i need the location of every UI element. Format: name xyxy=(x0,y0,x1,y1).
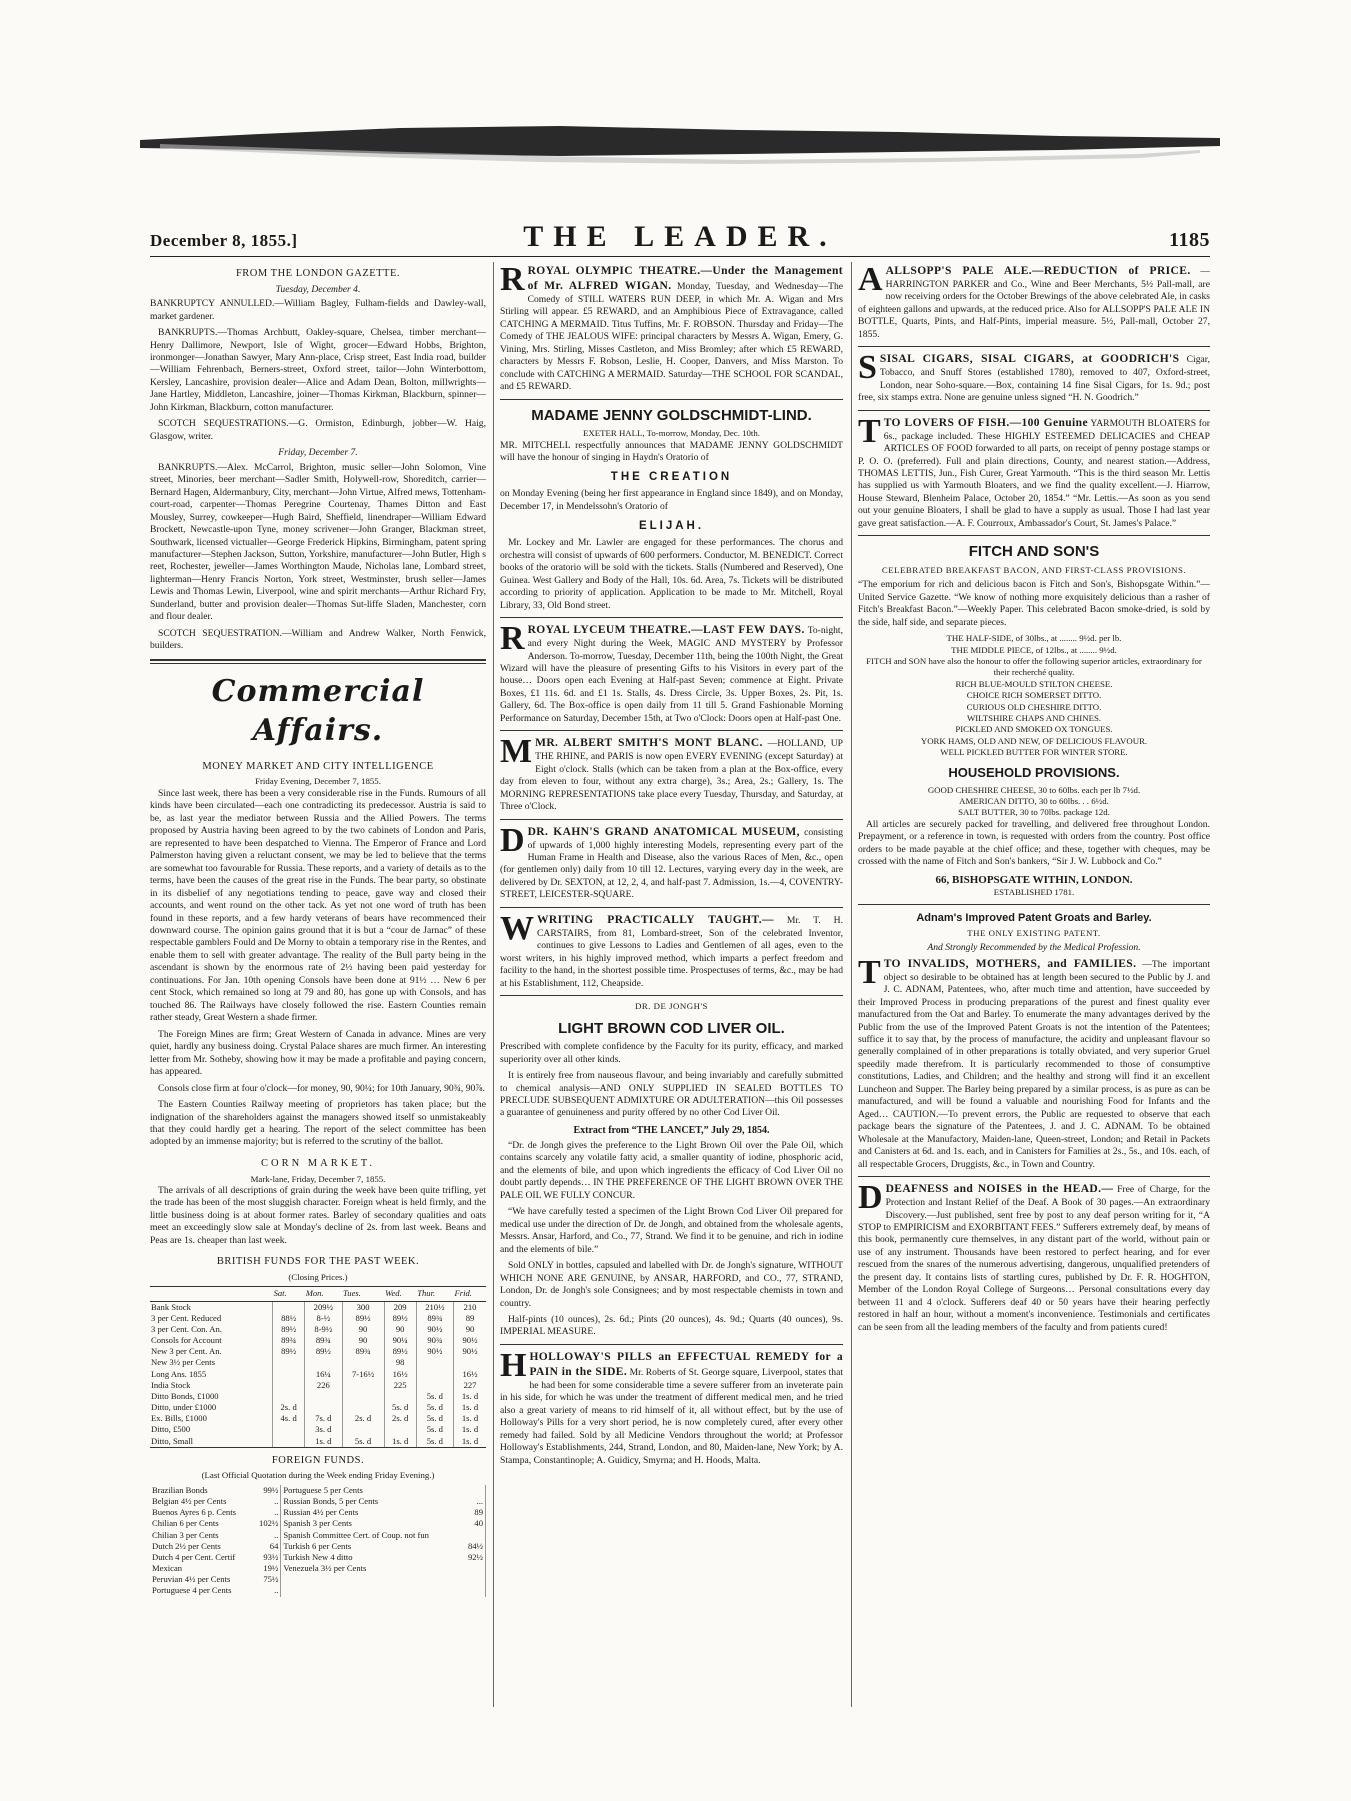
funds-price-cell: 89½ xyxy=(342,1313,384,1324)
household-provisions-item: SALT BUTTER, 30 to 70lbs. package 12d. xyxy=(958,807,1110,818)
foreign-fund-price xyxy=(459,1563,486,1574)
ad-divider xyxy=(500,1344,843,1345)
foreign-fund-name: Chilian 6 per Cents xyxy=(152,1518,219,1529)
gazette-heading: FROM THE LONDON GAZETTE. xyxy=(235,268,401,279)
cod-liver-oil-pretitle: DR. DE JONGH'S xyxy=(635,1001,708,1012)
gazette-scotch-friday: SCOTCH SEQUESTRATION.—William and Andrew Walker, North Fenwick, builders. xyxy=(150,627,486,652)
funds-column-header: Wed. xyxy=(384,1287,416,1301)
funds-price-cell: 209½ xyxy=(305,1301,342,1313)
funds-price-cell: 5s. d xyxy=(416,1436,453,1448)
funds-row xyxy=(150,1313,486,1324)
funds-price-cell: 90 xyxy=(384,1324,416,1335)
funds-price-cell xyxy=(416,1357,453,1368)
foreign-funds-row xyxy=(150,1518,486,1529)
column-right xyxy=(858,264,1210,1704)
funds-price-cell: 89½ xyxy=(273,1324,305,1335)
foreign-funds-row xyxy=(150,1507,486,1518)
gazette-annulled: BANKRUPTCY ANNULLED.—William Bagley, Fulham-fields and Dawley-wall, market gardener. xyxy=(150,298,486,322)
cod-liver-oil-text: “Dr. de Jongh gives the preference to the Light Brown Oil over the Pale Oil, which contains scarcely any volatile fatty acid, a smaller quantity of iodine, phosphoric acid, and the elements of bile, and upon which ingredients the efficacy of Cod Liver Oil no doubt partly depends… IN THE PREFERENCE OF THE LIGHT BROWN OVER THE PALE OIL WE FULLY CONCUR. xyxy=(500,1139,843,1201)
drop-cap: R xyxy=(500,620,525,658)
foreign-funds-subheading: (Last Official Quotation during the Week ending Friday Evening.) xyxy=(201,1470,435,1481)
lind-concert-text: MR. MITCHELL respectfully announces that MADAME JENNY GOLDSCHMIDT will have the honour of singing in Haydn's Oratorio of xyxy=(500,439,843,464)
british-funds-table xyxy=(150,1286,486,1447)
funds-price-cell xyxy=(342,1402,384,1413)
funds-stock-name: New 3 per Cent. An. xyxy=(151,1346,222,1357)
fitch-son-list-item: WILTSHIRE CHAPS AND CHINES. xyxy=(966,713,1102,724)
funds-price-cell: 1s. d xyxy=(454,1413,486,1424)
foreign-fund-price: 40 xyxy=(459,1518,486,1529)
holloway-pills-title: HOLLOWAY'S PILLS an EFFECTUAL REMEDY for a PAIN in the SIDE. xyxy=(529,1350,843,1378)
funds-price-cell: 1s. d xyxy=(384,1436,416,1448)
foreign-funds-row xyxy=(150,1574,486,1585)
gazette-date-friday: Friday, December 7. xyxy=(278,447,358,459)
allsopp-ale-title: ALLSOPP'S PALE ALE.—REDUCTION of PRICE. xyxy=(885,265,1191,277)
fitch-son-list-item: CHOICE RICH SOMERSET DITTO. xyxy=(966,690,1102,701)
fitch-son-established: ESTABLISHED 1781. xyxy=(993,887,1075,898)
funds-price-cell: 89¾ xyxy=(416,1313,453,1324)
funds-price-cell: 90 xyxy=(342,1324,384,1335)
masthead xyxy=(150,220,1210,257)
funds-price-cell: 5s. d xyxy=(342,1436,384,1448)
funds-row xyxy=(150,1436,486,1448)
cod-liver-oil-text: Half-pints (10 ounces), 2s. 6d.; Pints (20 ounces), 4s. 9d.; Quarts (40 ounces), 9s. IMPERIAL MEASURE. xyxy=(500,1314,843,1338)
funds-price-cell: 89¾ xyxy=(305,1335,342,1346)
funds-price-cell: 88½ xyxy=(273,1313,305,1324)
lind-concert-text-2: on Monday Evening (being her first appearance in England since 1849), and on Monday, December 17, in Mendelssohn's Oratorio of xyxy=(500,488,843,512)
foreign-fund-name: Mexican xyxy=(152,1563,183,1574)
foreign-fund-name xyxy=(281,1585,459,1596)
funds-price-cell xyxy=(416,1380,453,1391)
foreign-fund-name: Portuguese 4 per Cents xyxy=(152,1585,232,1596)
funds-price-cell xyxy=(384,1424,416,1435)
funds-column-header: Tues. xyxy=(342,1287,384,1301)
corn-market-heading: CORN MARKET. xyxy=(261,1157,375,1169)
anatomical-museum-text: consisting of upwards of 1,000 highly interesting Models, representing every part of the Human Frame in Health and Disease, also the various Races of Men, &c., open (for gentlemen only) daily from 10 till 12. Lectures, varying every day in the week, are delivered by Dr. SEXTON, at 12, 2, 4, and half-past 7. Admission, 1s.—4, COVENTRY-STREET, LEICESTER-SQUARE. xyxy=(500,826,843,901)
funds-row xyxy=(150,1402,486,1413)
british-funds-heading: BRITISH FUNDS FOR THE PAST WEEK. xyxy=(216,1256,420,1268)
cod-liver-oil-text: It is entirely free from nauseous flavour, and being invariably and carefully submitted to chemical analysis—AND ONLY SUPPLIED IN SEALED BOTTLES TO PRECLUDE SUBSEQUENT ADMIXTURE OR ADULTERATION—this Oil possesses a guarantee of genuineness and purity offered by no other Cod Liver Oil. xyxy=(500,1070,843,1119)
foreign-fund-price: 93½ xyxy=(254,1552,281,1563)
funds-price-cell: 89½ xyxy=(384,1313,416,1324)
funds-price-cell: 89¾ xyxy=(273,1335,305,1346)
anatomical-museum-title: DR. KAHN'S GRAND ANATOMICAL MUSEUM, xyxy=(527,825,800,838)
ad-divider xyxy=(500,399,843,400)
mont-blanc-ad xyxy=(500,733,843,813)
foreign-fund-price: 89 xyxy=(459,1507,486,1518)
funds-price-cell xyxy=(273,1301,305,1313)
adnam-subtitle: THE ONLY EXISTING PATENT. xyxy=(967,927,1101,938)
funds-price-cell: 5s. d xyxy=(416,1424,453,1435)
funds-price-cell: 90¾ xyxy=(416,1335,453,1346)
allsopp-ale-ad xyxy=(858,264,1210,341)
foreign-fund-name: Buenos Ayres 6 p. Cents xyxy=(152,1507,236,1518)
household-provisions-item: AMERICAN DITTO, 30 to 60lbs. . . 6½d. xyxy=(959,796,1109,807)
gazette-scotch-tuesday: SCOTCH SEQUESTRATIONS.—G. Ormiston, Edinburgh, jobber—W. Haig, Glasgow, writer. xyxy=(150,418,486,442)
foreign-funds-heading: FOREIGN FUNDS. xyxy=(271,1454,365,1466)
ad-divider xyxy=(858,535,1210,536)
funds-stock-name: Ditto Bonds, £1000 xyxy=(151,1390,219,1401)
funds-price-cell: 2s. d xyxy=(384,1413,416,1424)
foreign-fund-name: Brazilian Bonds xyxy=(152,1484,208,1495)
newspaper-title: THE LEADER. xyxy=(523,220,837,253)
foreign-funds-row xyxy=(150,1585,486,1596)
anatomical-museum-ad xyxy=(500,821,843,902)
funds-row xyxy=(150,1346,486,1357)
household-provisions-text: All articles are securely packed for travelling, and delivered free throughout London. Prepayment, or a reference in town, is requested with orders from the country. Post office orders to be made payable at the chief office; and these, together with cheques, may be crossed with the name of Fitch and Son's bankers, “Sir J. W. Lubbock and Co.” xyxy=(858,818,1210,868)
funds-column-header: Mon. xyxy=(305,1287,342,1301)
foreign-fund-name: Peruvian 4½ per Cents xyxy=(152,1574,231,1585)
ad-divider xyxy=(500,907,843,908)
funds-price-cell: 89½ xyxy=(305,1346,342,1357)
funds-price-cell: 16¼ xyxy=(305,1369,342,1380)
funds-price-cell: 90¼ xyxy=(384,1335,416,1346)
olympic-theatre-text: Monday, Tuesday, and Wednesday—The Comedy of STILL WATERS RUN DEEP, in which Mr. A. Wigan and Mrs Stirling will appear. £5 REWARD, and an Amphibious Piece of Extravagance, called CATCHING A MERMAID. Titus Tuffins, Mr. F. ROBSON. Thursday and Friday—The Comedy of THE JEALOUS WIFE: principal characters by Messrs A. Wigan, Emery, G. Vining, Mrs. Stirling, Misses Castleton, and Miss Bromley; after which £5 REWARD, characters by Messrs F. Robson, Leslie, H. Cooper, Danvers, and Miss Marston. To conclude with CATCHING A MERMAID. Saturday—THE SCHOOL FOR SCANDAL, and £5 REWARD. xyxy=(500,280,843,393)
funds-price-cell: 225 xyxy=(384,1380,416,1391)
foreign-fund-price: .. xyxy=(254,1585,281,1596)
cod-liver-oil-extract-heading: Extract from “THE LANCET,” July 29, 1854. xyxy=(573,1124,770,1136)
funds-price-cell xyxy=(273,1391,305,1402)
foreign-fund-price: 75½ xyxy=(254,1574,281,1585)
fitch-son-list xyxy=(858,633,1210,759)
foreign-fund-name: Portuguese 5 per Cents xyxy=(283,1484,363,1495)
foreign-fund-price xyxy=(459,1530,486,1541)
funds-price-cell: 300 xyxy=(342,1301,384,1313)
money-market-heading: MONEY MARKET AND CITY INTELLIGENCE xyxy=(202,760,434,772)
ad-divider xyxy=(858,410,1210,411)
holloway-pills-text: Mr. Roberts of St. George square, Liverpool, states that he had been for some considerable time a severe sufferer from an inveterate pain in his side, for which he was under the treatment of different medical men, and he tried also a great variety of means to rid himself of it, all without effect, but by the use of Holloway's Pills for a very short period, he is now completely cured, after every other remedy had failed. Sold by all Medicine Vendors throughout the world; at Professor Holloway's Establishments, 244, Strand, London, and 80, Maiden-lane, New York; by A. Stampa, Constantinople; A. Guidicy, Smyrna; and H. Hoods, Malta. xyxy=(500,1366,843,1466)
funds-price-cell: 89¾ xyxy=(342,1346,384,1357)
funds-price-cell: 227 xyxy=(454,1380,486,1391)
funds-row xyxy=(150,1301,486,1313)
funds-price-cell xyxy=(384,1391,416,1402)
funds-row xyxy=(150,1369,486,1380)
funds-stock-name: Ditto, under £1000 xyxy=(151,1402,217,1413)
foreign-fund-price: 99½ xyxy=(254,1485,281,1496)
funds-price-cell: 98 xyxy=(384,1357,416,1368)
lind-concert-text-3: Mr. Lockey and Mr. Lawler are engaged for these performances. The chorus and orchestra will consist of upwards of 600 performers. Conductor, M. BENEDICT. Correct books of the oratorio will be sold with the tickets. Stalls (Numbered and Reserved), One Guinea. West Gallery and Body of the Hall, 10s. 6d. Area, 7s. Tickets will be distributed according to priority of application. Application to be made to Mr. Mitchell, Royal Library, 33, Old Bond street. xyxy=(500,537,843,611)
funds-price-cell: 1s. d xyxy=(454,1424,486,1435)
funds-column-header: Frid. xyxy=(454,1287,486,1301)
funds-price-cell: 8-½ xyxy=(305,1313,342,1324)
funds-price-cell xyxy=(273,1369,305,1380)
foreign-fund-name: Russian 4½ per Cents xyxy=(283,1507,359,1518)
foreign-fund-price xyxy=(459,1485,486,1496)
funds-price-cell xyxy=(273,1424,305,1435)
drop-cap: D xyxy=(858,1179,883,1217)
foreign-fund-name: Spanish 3 per Cents xyxy=(283,1518,352,1529)
drop-cap: A xyxy=(858,264,883,298)
cod-liver-oil-title: LIGHT BROWN COD LIVER OIL. xyxy=(558,1019,785,1037)
cod-liver-oil-text: “We have carefully tested a specimen of the Light Brown Cod Liver Oil prepared for medical use under the direction of Dr. de Jongh, and obtained from the wholesale agents, Messrs. Ansar, Harford, and Co., 77, Strand. We find it to be genuine, and rich in iodine and the elements of bile.” xyxy=(500,1206,843,1255)
foreign-fund-price: .. xyxy=(254,1496,281,1507)
foreign-fund-name: Venezuela 3½ per Cents xyxy=(283,1563,367,1574)
funds-stock-name: 3 per Cent. Con. An. xyxy=(151,1323,222,1334)
drop-cap: S xyxy=(858,349,877,387)
foreign-fund-price xyxy=(459,1585,486,1596)
funds-price-cell xyxy=(305,1357,342,1368)
foreign-funds-row xyxy=(150,1552,486,1563)
fish-bloaters-text: YARMOUTH BLOATERS for 6s., package included. These HIGHLY ESTEEMED DELICACIES and CHEAP ARTICLES OF FOOD forwarded to all parts, on receipt of penny postage stamps or P. O. O. (preferred). Full and plain directions, County, and nearest station.—Address, THOMAS LETTIS, Jun., Fish Curer, Great Yarmouth. “This is the third season Mr. Lettis has supplied us with Yarmouth Bloaters, and we find the quality excellent.—J. Hiarrow, House Steward, Blenheim Palace, October 20, 1854.” “Mr. Lettis.—As soon as you send out your genuine Bloaters, I shall be glad to have a supply as usual. Those I had last year gave great satisfaction.—A. F. Courroux, Ambassador's Court, St. James's Palace.” xyxy=(858,417,1210,529)
funds-price-cell: 7s. d xyxy=(305,1413,342,1424)
fitch-son-subtitle: CELEBRATED BREAKFAST BACON, AND FIRST-CLASS PROVISIONS. xyxy=(881,564,1187,575)
funds-price-cell: 5s. d xyxy=(384,1402,416,1413)
funds-price-cell: 2s. d xyxy=(342,1413,384,1424)
funds-row xyxy=(150,1424,486,1435)
funds-row xyxy=(150,1335,486,1346)
funds-stock-name: Ditto, £500 xyxy=(151,1424,191,1435)
adnam-recommended: And Strongly Recommended by the Medical Profession. xyxy=(927,942,1141,954)
deafness-title: DEAFNESS and NOISES in the HEAD.— xyxy=(885,1183,1114,1196)
gazette-date-tuesday: Tuesday, December 4. xyxy=(275,283,361,295)
invalids-title: TO INVALIDS, MOTHERS, and FAMILIES. xyxy=(883,957,1137,970)
funds-price-cell: 1s. d xyxy=(454,1391,486,1402)
drop-cap: T xyxy=(858,953,881,991)
funds-price-cell: 89 xyxy=(454,1313,486,1324)
funds-price-cell: 89½ xyxy=(384,1346,416,1357)
funds-price-cell xyxy=(342,1391,384,1402)
funds-price-cell xyxy=(342,1424,384,1435)
writing-lessons-text: Mr. T. H. CARSTAIRS, from 81, Lombard-street, Son of the celebrated Inventor, continues to give Lessons to Ladies and Gentlemen of all ages, even to the worst writers, in his highly improved method, which imparts a perfect freedom and facility to the hand, in the shortest possible time. Prospectuses of terms, &c., may be had at his Establishment, 112, Cheapside. xyxy=(500,914,843,989)
foreign-fund-price: ... xyxy=(459,1496,486,1507)
funds-stock-name: Consols for Account xyxy=(151,1335,222,1346)
foreign-fund-price: 102½ xyxy=(254,1518,281,1529)
funds-price-cell: 5s. d xyxy=(416,1391,453,1402)
household-provisions-title: HOUSEHOLD PROVISIONS. xyxy=(948,764,1120,780)
fitch-son-list-item: RICH BLUE-MOULD STILTON CHEESE. xyxy=(955,678,1113,689)
issue-date: December 8, 1855.] xyxy=(150,231,298,250)
drop-cap: W xyxy=(500,909,534,947)
funds-price-cell xyxy=(342,1380,384,1391)
allsopp-ale-text: —HARRINGTON PARKER and Co., Wine and Beer Merchants, 5½ Pall-mall, are now receiving orders for the October Brewings of the above celebrated Ale, in casks of eighteen gallons and upwards, at the reduced price. Also for ALLSOPP'S PALE ALE IN BOTTLE, Quarts, Pints, and Half-Pints, imperial measure. 5½, Pall-mall, October 27, 1855. xyxy=(858,266,1210,340)
funds-row xyxy=(150,1413,486,1424)
foreign-funds-table xyxy=(150,1485,486,1597)
money-market-paragraph: The Eastern Counties Railway meeting of proprietors has taken place; but the indignation of the shareholders against the managers showed itself so unmistakeably that they could hardly get a hearing. The report of the select committee has been adopted by an immense majority; but is referred to the scrutiny of the ballot. xyxy=(150,1099,486,1148)
drop-cap: H xyxy=(500,1346,527,1384)
fitch-son-list-item: CURIOUS OLD CHESHIRE DITTO. xyxy=(966,701,1102,712)
funds-row xyxy=(150,1380,486,1391)
fitch-son-address: 66, BISHOPSGATE WITHIN, LONDON. xyxy=(935,873,1133,886)
funds-price-cell: 8-9½ xyxy=(305,1324,342,1335)
funds-price-cell: 1s. d xyxy=(454,1402,486,1413)
funds-price-cell xyxy=(416,1369,453,1380)
funds-price-cell: 226 xyxy=(305,1380,342,1391)
funds-price-cell: 210 xyxy=(454,1301,486,1313)
fitch-son-list-item: WELL PICKLED BUTTER FOR WINTER STORE. xyxy=(940,747,1128,758)
household-provisions-list xyxy=(858,785,1210,819)
foreign-funds-row xyxy=(150,1563,486,1574)
lind-concert-venue: EXETER HALL, To-morrow, Monday, Dec. 10th. xyxy=(583,428,760,439)
foreign-fund-name: Russian Bonds, 5 per Cents xyxy=(283,1496,379,1507)
fitch-son-list-item: FITCH and SON have also the honour to offer the following superior articles, extraordinary for their recherché quality. xyxy=(866,655,1202,678)
fitch-son-list-item: PICKLED AND SMOKED OX TONGUES. xyxy=(955,724,1113,735)
lyceum-theatre-ad xyxy=(500,620,843,725)
fitch-son-list-item: THE MIDDLE PIECE, of 12lbs., at ........ 9½d. xyxy=(951,644,1117,655)
writing-lessons-ad xyxy=(500,909,843,990)
funds-price-cell: 1s. d xyxy=(305,1436,342,1448)
funds-row xyxy=(150,1324,486,1335)
lyceum-theatre-title: ROYAL LYCEUM THEATRE.—LAST FEW DAYS. xyxy=(527,624,805,637)
funds-stock-name: 3 per Cent. Reduced xyxy=(151,1312,222,1323)
deafness-ad xyxy=(858,1179,1210,1334)
funds-price-cell xyxy=(273,1436,305,1448)
foreign-fund-name: Dutch 2½ per Cents xyxy=(152,1540,221,1551)
cod-liver-oil-text: Prescribed with complete confidence by the Faculty for its purity, efficacy, and marked superiority over all other kinds. xyxy=(500,1041,843,1065)
column-left xyxy=(150,264,486,1704)
ad-divider xyxy=(858,346,1210,347)
fish-bloaters-title: TO LOVERS OF FISH.—100 Genuine xyxy=(883,416,1088,429)
funds-row xyxy=(150,1391,486,1402)
funds-price-cell: 3s. d xyxy=(305,1424,342,1435)
foreign-fund-name: Chilian 3 per Cents xyxy=(152,1529,219,1540)
foreign-fund-price xyxy=(459,1574,486,1585)
lyceum-theatre-text: To-night, and every Night during the Week, MAGIC AND MYSTERY by Professor Anderson. To-morrow, Tuesday, December 11th, being the 100th Night, the Great Wizard will have the pleasure of presenting Gifts to his Visitors in every part of the house… Doors open each Evening at Half-past Seven; commence at Eight. Private Boxes, £1 11s. 6d. and £1 1s. Stalls, 4s. Dress Circle, 3s. Upper Boxes, 2s. Pit, 1s. Gallery, 6d. The Box-office is open daily from 11 till 5. Grand Fashionable Morning Performance on Saturday, December 15th, at Two o'Clock: Doors open at Half-past One. xyxy=(500,625,843,724)
funds-price-cell: 90½ xyxy=(454,1335,486,1346)
funds-price-cell xyxy=(305,1402,342,1413)
foreign-fund-name: Turkish 6 per Cents xyxy=(283,1540,352,1551)
funds-price-cell xyxy=(342,1357,384,1368)
foreign-fund-name: Turkish New 4 ditto xyxy=(283,1551,353,1562)
sisal-cigars-text: Cigar, Tobacco, and Snuff Stores (established 1780), removed to 407, Oxford-street, London, near Soho-square.—Box, containing 14 fine Sisal Cigars, for 1s. 9d.; post free, six stamps extra. None are genuine unless signed “H. N. Goodrich.” xyxy=(858,354,1210,404)
holloway-pills-ad xyxy=(500,1346,843,1467)
household-provisions-item: GOOD CHESHIRE CHEESE, 30 to 60lbs. each per lb 7½d. xyxy=(927,784,1141,795)
fitch-son-list-item: THE HALF-SIDE, of 30lbs., at ........ 9½d. per lb. xyxy=(946,633,1122,644)
corn-market-paragraph: The arrivals of all descriptions of grain during the week have been quite trifling, yet the trade has been of the most sluggish character. Foreign wheat is held firmly, and the little business doing is at about former rates. Barley of secondary qualities and oats meet an exceedingly slow sale at Monday's decline of 2s. from last week. Beans and Peas are 1s. cheaper than last week. xyxy=(150,1185,486,1246)
lind-concert-title: MADAME JENNY GOLDSCHMIDT-LIND. xyxy=(531,406,812,424)
foreign-fund-price: .. xyxy=(254,1530,281,1541)
gazette-bankrupts-tuesday: BANKRUPTS.—Thomas Archbutt, Oakley-square, Chelsea, timber merchant—Henry Dallimore, Newport, Isle of Wight, grocer—Edward Hobbs, Brighton, ironmonger—Jonathan Sawyer, Mary Ann-place, Crisp street, East India road, builder—William Fehrenbach, Berners-street, Oxford street, tailor—John Winterbottom, Kersley, Lancashire, provision dealer—Alice and Adam Dean, Bolton, millwrights—Jane Hartley, Middleton, Lancashire, joiner—Thomas Kirkman, Blackburn, spinner—John Kirkman, Blackburn, cotton manufacturer. xyxy=(150,327,486,413)
funds-price-cell: 5s. d xyxy=(416,1413,453,1424)
foreign-fund-price: 92½ xyxy=(459,1552,486,1563)
ad-divider xyxy=(500,617,843,618)
funds-column-header xyxy=(150,1287,273,1301)
funds-price-cell: 5s. d xyxy=(416,1402,453,1413)
olympic-theatre-title: ROYAL OLYMPIC THEATRE.—Under the Management of Mr. ALFRED WIGAN. xyxy=(527,265,843,292)
money-market-paragraph: Consols close firm at four o'clock—for money, 90, 90¼; for 10th January, 90¾, 90⅞. xyxy=(158,1082,485,1094)
funds-column-header: Sat. xyxy=(273,1287,305,1301)
funds-stock-name: Ditto, Small xyxy=(150,1436,273,1448)
funds-price-cell xyxy=(305,1391,342,1402)
funds-price-cell: 210½ xyxy=(416,1301,453,1313)
funds-stock-name: New 3½ per Cents xyxy=(151,1357,215,1368)
page-number: 1185 xyxy=(1169,229,1210,251)
ad-divider xyxy=(500,730,843,731)
ad-divider xyxy=(500,819,843,820)
money-market-paragraph: Since last week, there has been a very considerable rise in the Funds. Rumours of all kinds have been circulated—each one contradicting its predecessor. Austria is said to be, as last year the mediator between Russia and the Allied Powers. The terms proposed by Austria having been agreed to by the two cabinets of London and Paris, are represented to have been despatched to Vienna. The Emperor of France and Lord Palmerston having given a reluctant consent, we may be led to believe that the terms are somewhat too favourable for Russia. These reports, and a variety of details as to the terms, have been the causes of the great rise in the Funds. The bear party, so obstinate in its disbelief of any negotiations tending to peace, gave way and closed their accounts, and went round on the other tack. As yet not one word of truth has been found in these reports, and a few hardy veterans of bears have recommenced their downward course. The opinion gains ground that it is but a “cour de Jarnac” of these respectable gamblers Fould and De Morny to obtain a temporary rise in the Rentes, and enable them to sell with greater advantage. The reality of the Bull party being in the ascendant is shown by the enormous rate of 2½ having been paid yesterday for continuations. For Jan. 10th opening Consols have been done at 91½ … New 6 per cent Stock, which remained so long at 79 and 80, has gone up with Consols, and has touched 86. The Railways have closely followed the rise. Eastern Counties remain rather steady, Great Western a shade firmer. xyxy=(150,787,486,1024)
mont-blanc-title: MR. ALBERT SMITH'S MONT BLANC. xyxy=(535,737,763,750)
mont-blanc-text: —HOLLAND, UP THE RHINE, and PARIS is now open EVERY EVENING (except Saturday) at Eight o'clock. Stalls (which can be taken from a plan at the Box-office, every day from eleven to four, without any extra charge), 3s.; Area, 2s.; Gallery, 1s. The MORNING REPRESENTATIONS take place every Tuesday, Thursday, and Saturday, at Three o'Clock. xyxy=(500,738,843,813)
ad-divider xyxy=(858,1176,1210,1177)
fitch-son-text: “The emporium for rich and delicious bacon is Fitch and Son's, Bishopsgate Within.”—United Service Gazette. “We know of nothing more exquisitely delicious than a rasher of Fitch's Breakfast Bacon.”—Weekly Paper. This celebrated Bacon smoke-dried, is sold by the side, half side, and separate pieces. xyxy=(858,579,1210,628)
funds-price-cell: 16½ xyxy=(454,1369,486,1380)
funds-price-cell: 2s. d xyxy=(273,1402,305,1413)
funds-price-cell: 1s. d xyxy=(454,1436,486,1448)
foreign-funds-row xyxy=(150,1541,486,1552)
money-market-paragraph: The Foreign Mines are firm; Great Western of Canada in advance. Mines are very quiet, hardly any business doing. Crystal Palace shares are much firmer. An interesting letter from Mr. Sotheby, showing how it may be made a profitable and paying concern, has appeared. xyxy=(150,1028,486,1078)
foreign-fund-name: Spanish Committee Cert. of Coup. not fun xyxy=(283,1529,429,1540)
foreign-funds-row xyxy=(150,1485,486,1496)
foreign-fund-price: 84½ xyxy=(459,1541,486,1552)
fitch-son-title: FITCH AND SON'S xyxy=(968,543,1100,561)
writing-lessons-title: WRITING PRACTICALLY TAUGHT.— xyxy=(537,913,774,926)
funds-price-cell: 90½ xyxy=(416,1324,453,1335)
funds-column-header: Thur. xyxy=(416,1287,453,1301)
drop-cap: D xyxy=(500,821,525,859)
funds-price-cell: 7-16½ xyxy=(342,1369,384,1380)
funds-price-cell: 90 xyxy=(342,1335,384,1346)
ad-divider xyxy=(858,904,1210,905)
funds-price-cell xyxy=(273,1380,305,1391)
torn-edge-strip xyxy=(140,120,1220,166)
ad-divider xyxy=(500,995,843,996)
gazette-bankrupts-friday: BANKRUPTS.—Alex. McCarrol, Brighton, music seller—John Solomon, Vine street, Minories, beer merchant—Sadler Smith, Holywell-row, Shoreditch, carrier—Bernard Hagen, Aldermanbury, City, merchant—John Virtue, Alfred mews, Tottenham-court-road, carpenter—Thomas Peregrine Courtenay, Thames Ditton and East Mousley, Surrey, cowkeeper—Hugh Baird, Sheffield, linendraper—William Edward Brockett, Newcastle-upon Tyne, money scrivener—John Granger, Blackman street, Southwark, licensed victualler—George Frederick Hipkins, Birmingham, patent spring manufacturer—Stephen Jackson, Sutton, Yorkshire, manufacturer—John Butler, High s reet, Rochester, jeweller—James Worthington Maude, Nicholas lane, Lombard street, lighterman—Henry Francis Norton, York street, Westminster, brush seller—James Lewis and Thomas Lewin, Liverpool, wine and spirit merchants—Arthur Richard Fry, Sunderland, butter and provision dealer—Thomas Sut-liffe Sladen, Manchester, corn and flour dealer. xyxy=(150,461,486,623)
funds-row xyxy=(150,1357,486,1368)
foreign-funds-row xyxy=(150,1496,486,1507)
invalids-ad xyxy=(858,953,1210,1171)
fitch-son-list-item: YORK HAMS, OLD AND NEW, OF DELICIOUS FLAVOUR. xyxy=(920,735,1148,746)
lind-creation: THE CREATION xyxy=(610,471,733,484)
corn-market-date: Mark-lane, Friday, December 7, 1855. xyxy=(250,1173,386,1184)
funds-price-cell: 90½ xyxy=(454,1346,486,1357)
funds-stock-name: India Stock xyxy=(151,1379,191,1390)
funds-price-cell xyxy=(273,1357,305,1368)
funds-stock-name: Long Ans. 1855 xyxy=(151,1368,207,1379)
funds-price-cell: 4s. d xyxy=(273,1413,305,1424)
funds-price-cell: 90 xyxy=(454,1324,486,1335)
column-rule xyxy=(493,262,494,1707)
foreign-fund-name xyxy=(281,1574,459,1585)
foreign-fund-name: Belgian 4½ per Cents xyxy=(152,1496,227,1507)
funds-price-cell xyxy=(454,1357,486,1368)
funds-price-cell: 16½ xyxy=(384,1369,416,1380)
funds-stock-name: Bank Stock xyxy=(151,1301,191,1312)
fish-bloaters-ad xyxy=(858,412,1210,531)
foreign-funds-row xyxy=(150,1530,486,1541)
section-divider xyxy=(150,659,486,664)
foreign-fund-name: Dutch 4 per Cent. Certif xyxy=(152,1551,236,1562)
foreign-fund-price: .. xyxy=(254,1507,281,1518)
money-market-date: Friday Evening, December 7, 1855. xyxy=(255,776,381,787)
commercial-affairs-heading: Commercial Affairs. xyxy=(211,673,425,748)
funds-price-cell: 89½ xyxy=(273,1346,305,1357)
foreign-fund-price: 64 xyxy=(254,1541,281,1552)
adnam-title: Adnam's Improved Patent Groats and Barley. xyxy=(916,911,1152,924)
lind-elijah: ELIJAH. xyxy=(638,520,705,533)
funds-price-cell: 90½ xyxy=(416,1346,453,1357)
column-middle xyxy=(500,264,843,1704)
sisal-cigars-title: SISAL CIGARS, SISAL CIGARS, at GOODRICH'S xyxy=(879,353,1180,366)
funds-price-cell: 209 xyxy=(384,1301,416,1313)
olympic-theatre-ad xyxy=(500,264,843,394)
foreign-fund-price: 19½ xyxy=(254,1563,281,1574)
drop-cap: R xyxy=(500,264,525,298)
deafness-text: Free of Charge, for the Protection and Instant Relief of the Deaf. A Book of 30 pages.—An extraordinary Discovery.—Just published, sent free by post to any deaf person writing for it, “A STOP to EMPIRICISM and EXORBITANT FEES.” Sufferers extremely deaf, by means of this book, permanently cure themselves, in any distant part of the world, without pain or use of any instrument. Thousands have been restored to perfect hearing, and for ever rescued from the snares of the numerous advertising, dangerous, unqualified pretenders of the present day. It contains lists of startling cures, published by Dr. F. R. HOGHTON, Member of the London Royal College of Surgeons… Personal consultations every day between 11 and 4 o'clock. Sufferers deaf 40 or 50 years have their hearing perfectly restored in half an hour, without a moment's inconvenience. Testimonials and certificates can be seen from all the leading members of the faculty and from patients cured! xyxy=(858,1184,1210,1333)
drop-cap: T xyxy=(858,412,881,450)
invalids-text: —The important object so desirable to be obtained has at length been secured to the Public by J. and J. C. ADNAM, Patentees, who, after much time and attention, have succeeded by their Improved Process in producing preparations of the purest and finest quality ever manufactured from the Oat and Barley. To enumerate the many advantages derived by the Public from the use of the Improved Patent Groats is not the intention of the Patentees; suffice it to say that, by the process of manufacture, the acidity and unpleasant flavour so generally complained of in other preparations is totally obviated, and very superior Gruel speedily made therefrom. It is particularly recommended to those of consumptive constitutions, Ladies, and Children; and the healthy and strong will find it an excellent Luncheon and Supper. The Barley being prepared by a similar process, is as pure as can be manufactured, and will be found a valuable and nourishing Food for Infants and the Aged… CAUTION.—To prevent errors, the Public are requested to observe that each package bears the signature of the Patentees, J. and J. C. ADNAM. To be obtained Wholesale at the Manufactory, Maiden-lane, Queen-street, London; and Retail in Packets and Canisters at 6d. and 1s. each, and in Canisters for Families at 2s., 5s., and 10s. each, of all respectable Grocers, Druggists, &c., in Town and Country. xyxy=(858,958,1210,1170)
funds-stock-name: Ex. Bills, £1000 xyxy=(151,1413,207,1424)
british-funds-subheading: (Closing Prices.) xyxy=(288,1272,348,1282)
sisal-cigars-ad xyxy=(858,349,1210,404)
column-rule xyxy=(851,262,852,1707)
cod-liver-oil-text: Sold ONLY in bottles, capsuled and labelled with Dr. de Jongh's signature, WITHOUT WHICH NONE ARE GENUINE, by ANSAR, HARFORD, and CO., 77, STRAND, London, Dr. de Jongh's sole Consignees; and by most respectable chemists in town and country. xyxy=(500,1260,843,1309)
drop-cap: M xyxy=(500,733,533,771)
